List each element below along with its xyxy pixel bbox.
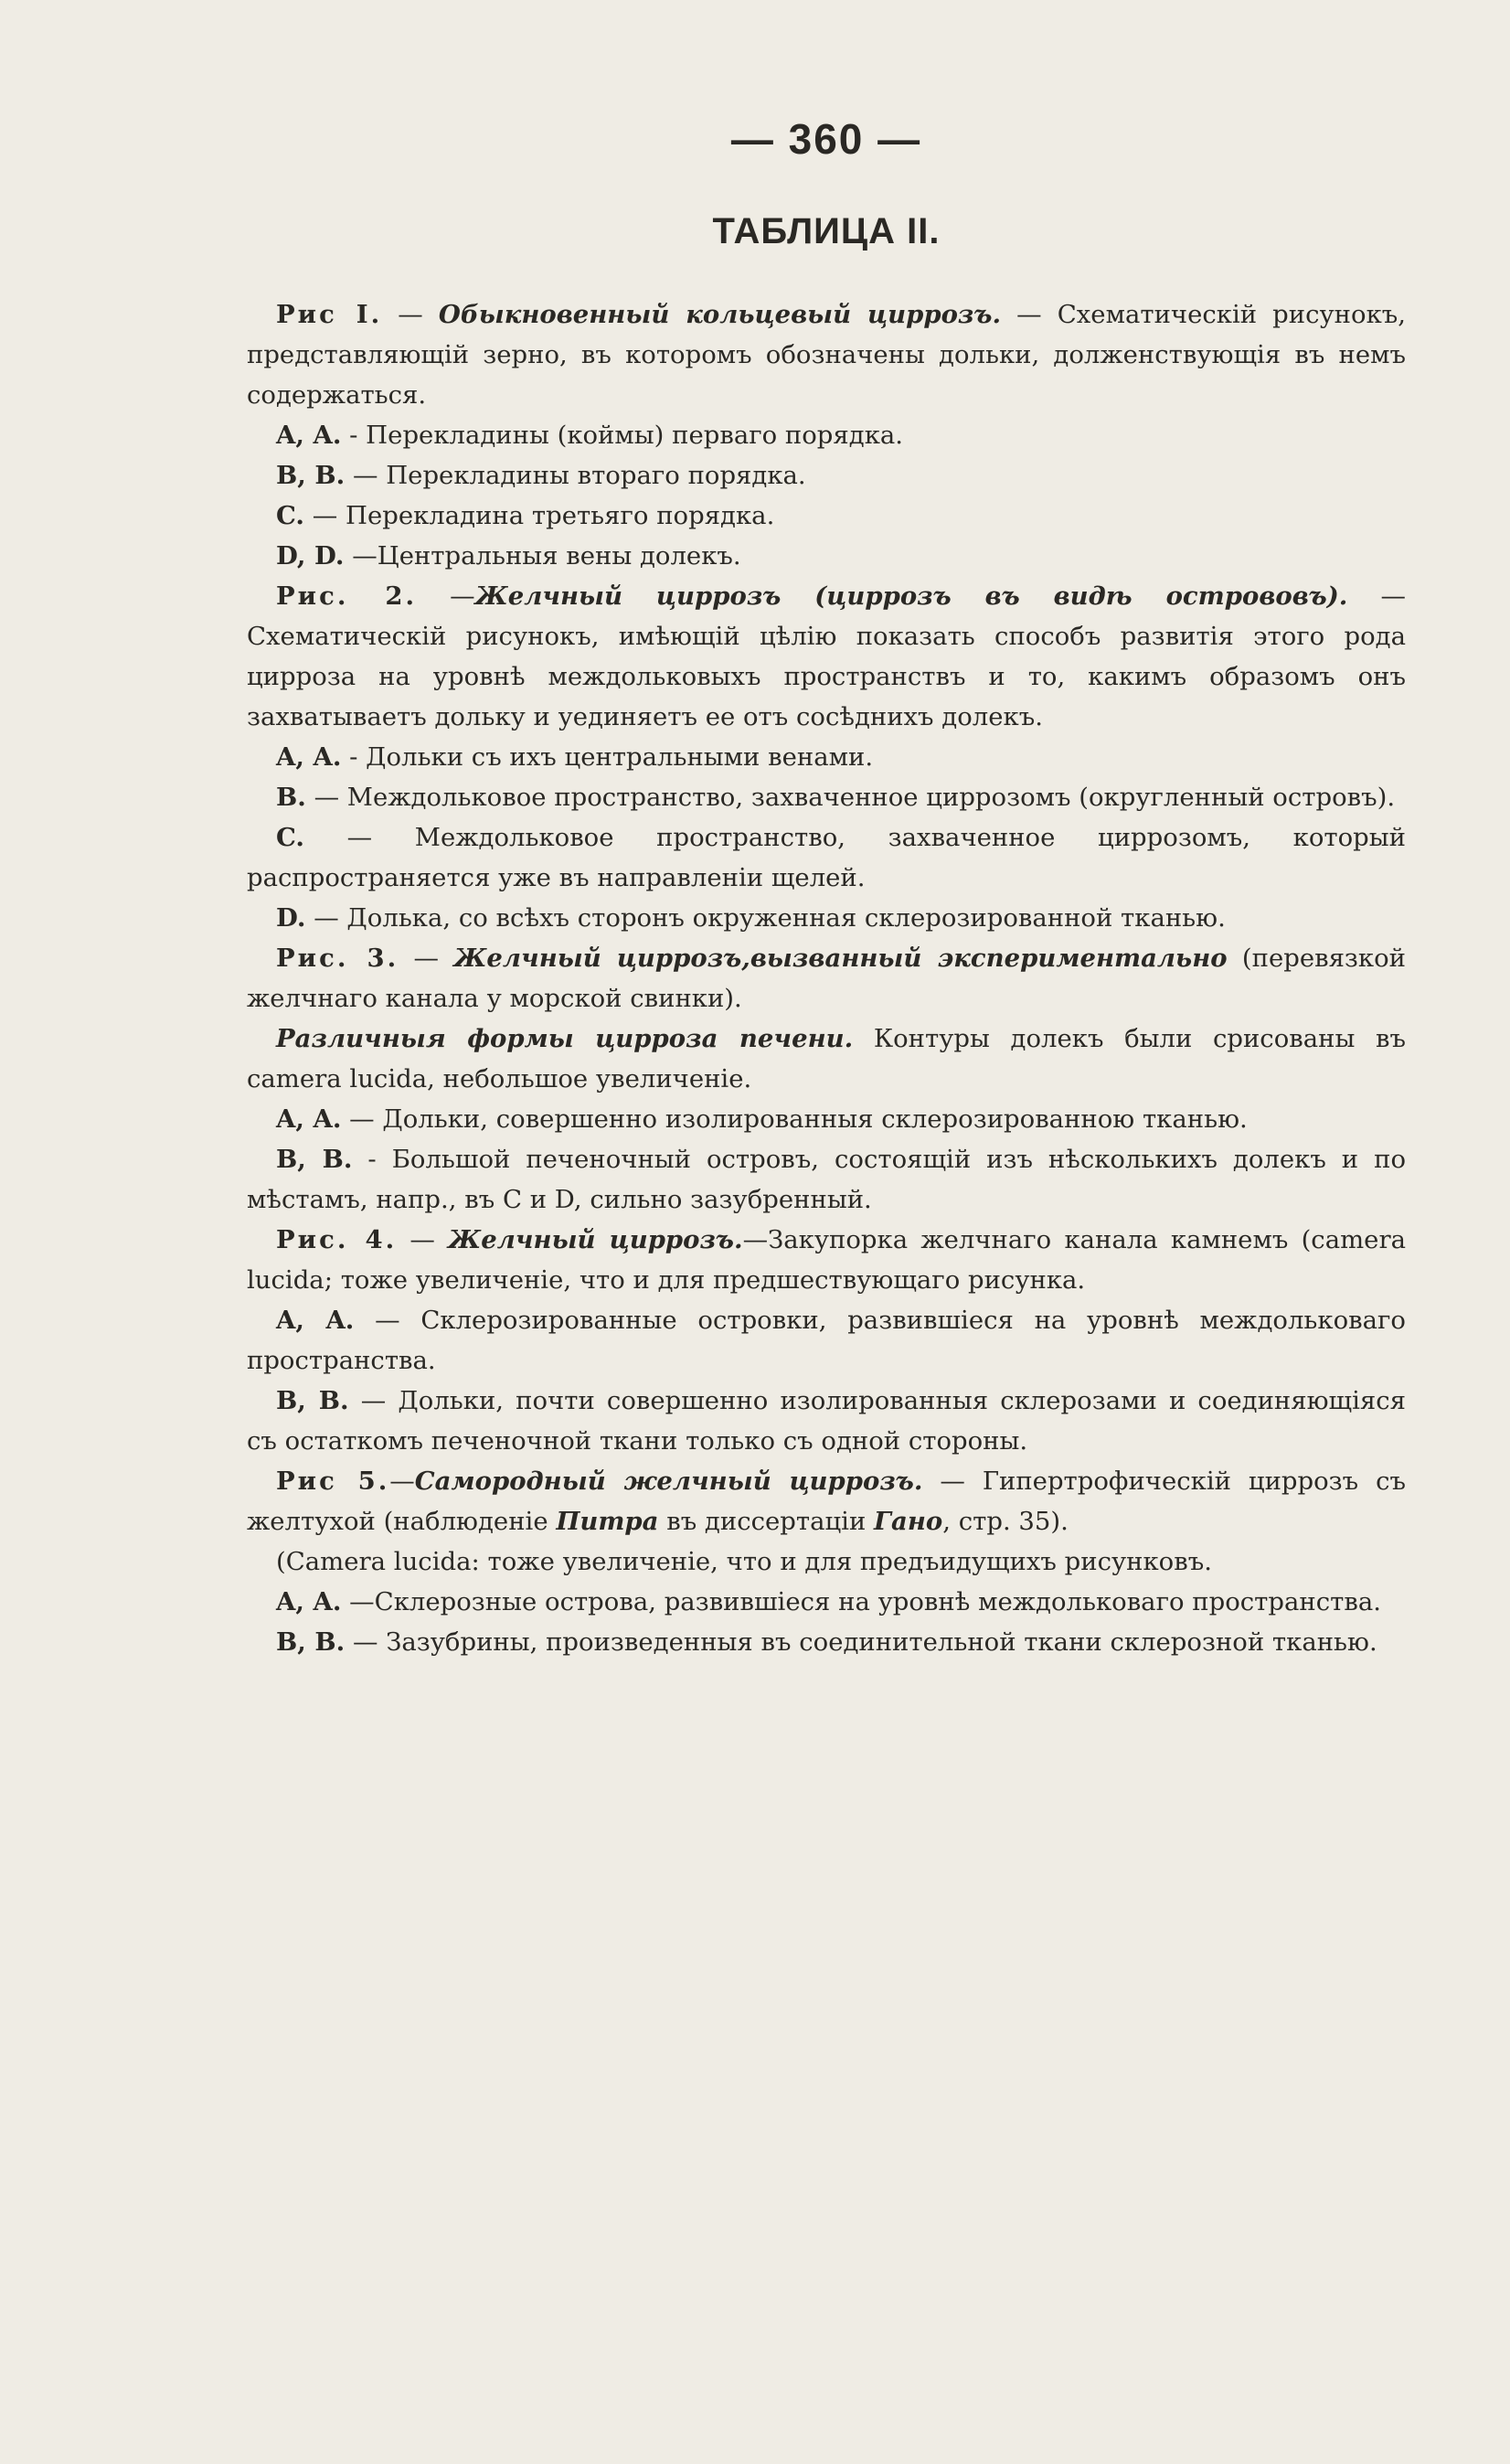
- paragraph-fig-4: Рис. 4. — Желчный циррозъ.—Закупорка желчнаго канала камнемъ (camera lucida; тоже увеличеніе, что и для предшествующаго рисунка.: [247, 1225, 1406, 1295]
- fig-label: Рис 5.: [276, 1467, 390, 1496]
- fig-title: Самородный желчный циррозъ.: [414, 1467, 923, 1496]
- fig-label: Рис. 2.: [276, 581, 418, 611]
- fig-label: Рис. 4.: [276, 1225, 398, 1254]
- paragraph-item: B, B. — Перекладины втораго порядка.: [276, 461, 806, 490]
- paragraph-item: B, B. — Дольки, почти совершенно изолированныя склерозами и соединяющіяся съ остаткомъ печеночной ткани только съ одной стороны.: [247, 1386, 1406, 1456]
- fig-title: Желчный циррозъ (циррозъ въ видѣ острововъ).: [474, 581, 1348, 611]
- paragraph-item: A, A. —Склерозные острова, развившіеся на уровнѣ междольковаго пространства.: [276, 1587, 1381, 1616]
- paragraph-item: A, A. - Дольки съ ихъ центральными венами.: [276, 742, 874, 772]
- table-title: ТАБЛИЦА II.: [712, 211, 941, 251]
- paragraph-item: B, B. - Большой печеночный островъ, состоящій изъ нѣсколькихъ долекъ и по мѣстамъ, напр., въ C и D, сильно зазубренный.: [247, 1145, 1406, 1214]
- paragraph-item: B. — Междольковое пространство, захваченное циррозомъ (округленный островъ).: [276, 783, 1396, 812]
- fig-title: Желчный циррозъ.: [448, 1225, 743, 1254]
- paragraph-item: A, A. - Перекладины (коймы) перваго порядка.: [276, 421, 904, 450]
- paragraph-item: C. — Междольковое пространство, захваченное циррозомъ, который распространяется уже въ направленіи щелей.: [247, 823, 1406, 892]
- paragraph-item: D. — Долька, со всѣхъ сторонъ окруженная склерозированной тканью.: [276, 903, 1226, 933]
- page-number: — 360 —: [730, 115, 922, 163]
- fig-title: Обыкновенный кольцевый циррозъ.: [438, 300, 1002, 329]
- paragraph-item: C. — Перекладина третьяго порядка.: [276, 501, 775, 530]
- paragraph-fig-3: Рис. 3. — Желчный циррозъ,вызванный экспериментально (перевязкой желчнаго канала у морской свинки).: [247, 944, 1406, 1013]
- paragraph-item: Различныя формы цирроза печени. Контуры долекъ были срисованы въ camera lucida, небольшое увеличеніе.: [247, 1024, 1406, 1093]
- paragraph-item: A, A. — Дольки, совершенно изолированныя склерозированною тканью.: [276, 1104, 1248, 1134]
- fig-label: Рис I.: [276, 300, 383, 329]
- paragraph-item: A, A. — Склерозированные островки, развившіеся на уровнѣ междольковаго пространства.: [247, 1306, 1406, 1375]
- fig-title: Желчный циррозъ,вызванный экспериментально: [453, 944, 1228, 973]
- paragraph-item: (Camera lucida: тоже увеличеніе, что и для предъидущихъ рисунковъ.: [276, 1547, 1212, 1576]
- figure-legend-body: [247, 294, 1406, 1662]
- paragraph-item: D, D. —Центральныя вены долекъ.: [276, 541, 741, 571]
- paragraph-fig-2: Рис. 2. —Желчный циррозъ (циррозъ въ видѣ острововъ). — Схематическій рисунокъ, имѣющій цѣлію показать способъ развитія этого рода цирроза на уровнѣ междольковыхъ пространствъ и то, какимъ образомъ онъ захватываетъ дольку и уединяетъ ее отъ сосѣднихъ долекъ.: [247, 581, 1406, 731]
- paragraph-item: B, B. — Зазубрины, произведенныя въ соединительной ткани склерозной тканью.: [276, 1627, 1377, 1657]
- paragraph-fig-5: Рис 5.—Самородный желчный циррозъ. — Гипертрофическій циррозъ съ желтухой (наблюденіе Питра въ диссертаціи Гано, стр. 35).: [247, 1467, 1406, 1536]
- paragraph-fig-1: Рис I. — Обыкновенный кольцевый циррозъ. — Схематическій рисунокъ, представляющій зерно, въ которомъ обозначены дольки, долженствующія въ немъ содержаться.: [247, 300, 1406, 410]
- fig-label: Рис. 3.: [276, 944, 399, 973]
